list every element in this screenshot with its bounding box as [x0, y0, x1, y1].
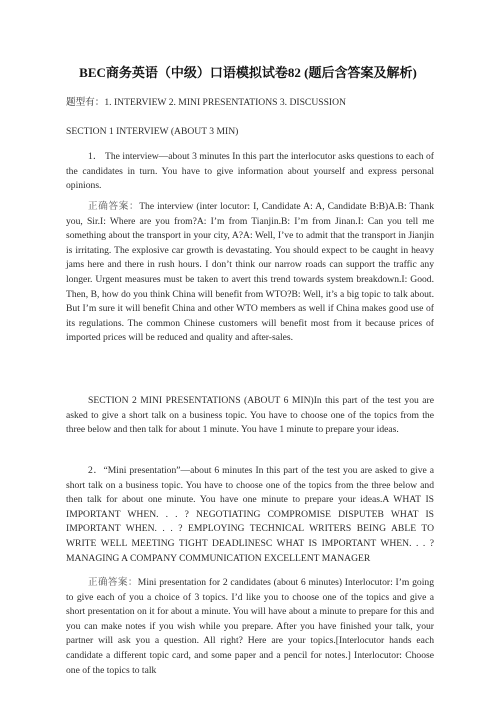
document-title: BEC商务英语（中级）口语模拟试卷82 (题后含答案及解析)	[79, 65, 417, 80]
section2-intro: SECTION 2 MINI PRESENTATIONS (ABOUT 6 MIN)In this part of the test you are asked to give a short talk on a business topic. You have to choose one of the topics from the three below and then talk for about 1 minute. You have 1 minute to prepare your ideas.	[66, 395, 434, 436]
answer-1-text: The interview (inter locutor: I, Candidate A: A, Candidate B:B)A.B: Thank you, Sir.I: Where are you from?A: I’m from Tianjin.B: I’m from Jinan.I: Can you tell me something about the transport in your city, A?A: Well, I’ve to admit that the transport in Jianjin is irritating. The explosive car growth is devastating. You should expect to be caught in heavy jams here and there in rush hours. I don’t think our narrow roads can support the traffic any longer. Urgent measures must be taken to avert this trend towards system breakdown.I: Good. Then, B, how do you think China will benefit from WTO?B: Well, it’s a big topic to talk about. But I’m sure it will benefit China and other WTO members as well if China makes good use of its regulations. The common Chinese customers will benefit most from it because prices of imported prices will be reduced and quality and after-sales.	[66, 201, 434, 344]
answer-2-text: Mini presentation for 2 candidates (about 6 minutes) Interlocutor: I’m going to give each of you a choice of 3 topics. I’d like you to choose one of the topics and give a short presentation on it for about a minute. You will have about a minute to prepare for this and you can make notes if you wish while you prepare. After you have finished your talk, your partner will ask you a question. All right? Here are your topics.[Interlocutor hands each candidate a different topic card, and some paper and a pencil for notes.] Interlocutor: Choose one of the topics to talk	[66, 577, 434, 676]
question-types-label: 题型有：	[66, 97, 105, 108]
question-1: 1． The interview—about 3 minutes In this part the interlocutor asks questions to each of the candidates in turn. You have to give information about yourself and express personal opinions.	[66, 151, 434, 192]
answer-2	[66, 576, 434, 678]
section1-heading: SECTION 1 INTERVIEW (ABOUT 3 MIN)	[66, 126, 239, 137]
answer-label-1: 正确答案：	[88, 201, 140, 212]
question-types-line	[66, 96, 434, 111]
answer-label-2: 正确答案：	[88, 577, 138, 588]
answer-1	[66, 200, 434, 346]
question-types: 1. INTERVIEW 2. MINI PRESENTATIONS 3. DISCUSSION	[104, 97, 346, 108]
question-2: 2．“Mini presentation”—about 6 minutes In this part of the test you are asked to give a short talk on a business topic. You have to choose one of the topics from the three below and then talk for about one minute. You have one minute to prepare your ideas.A WHAT IS IMPORTANT WHEN. . . ? NEGOTIATING COMPROMISE DISPUTEB WHAT IS IMPORTANT WHEN. . . ? EMPLOYING TECHNICAL WRITERS BEING ABLE TO WRITE WELL MEETING TIGHT DEADLINESC WHAT IS IMPORTANT WHEN. . . ? MANAGING A COMPANY COMMUNICATION EXCELLENT MANAGER	[66, 465, 434, 564]
